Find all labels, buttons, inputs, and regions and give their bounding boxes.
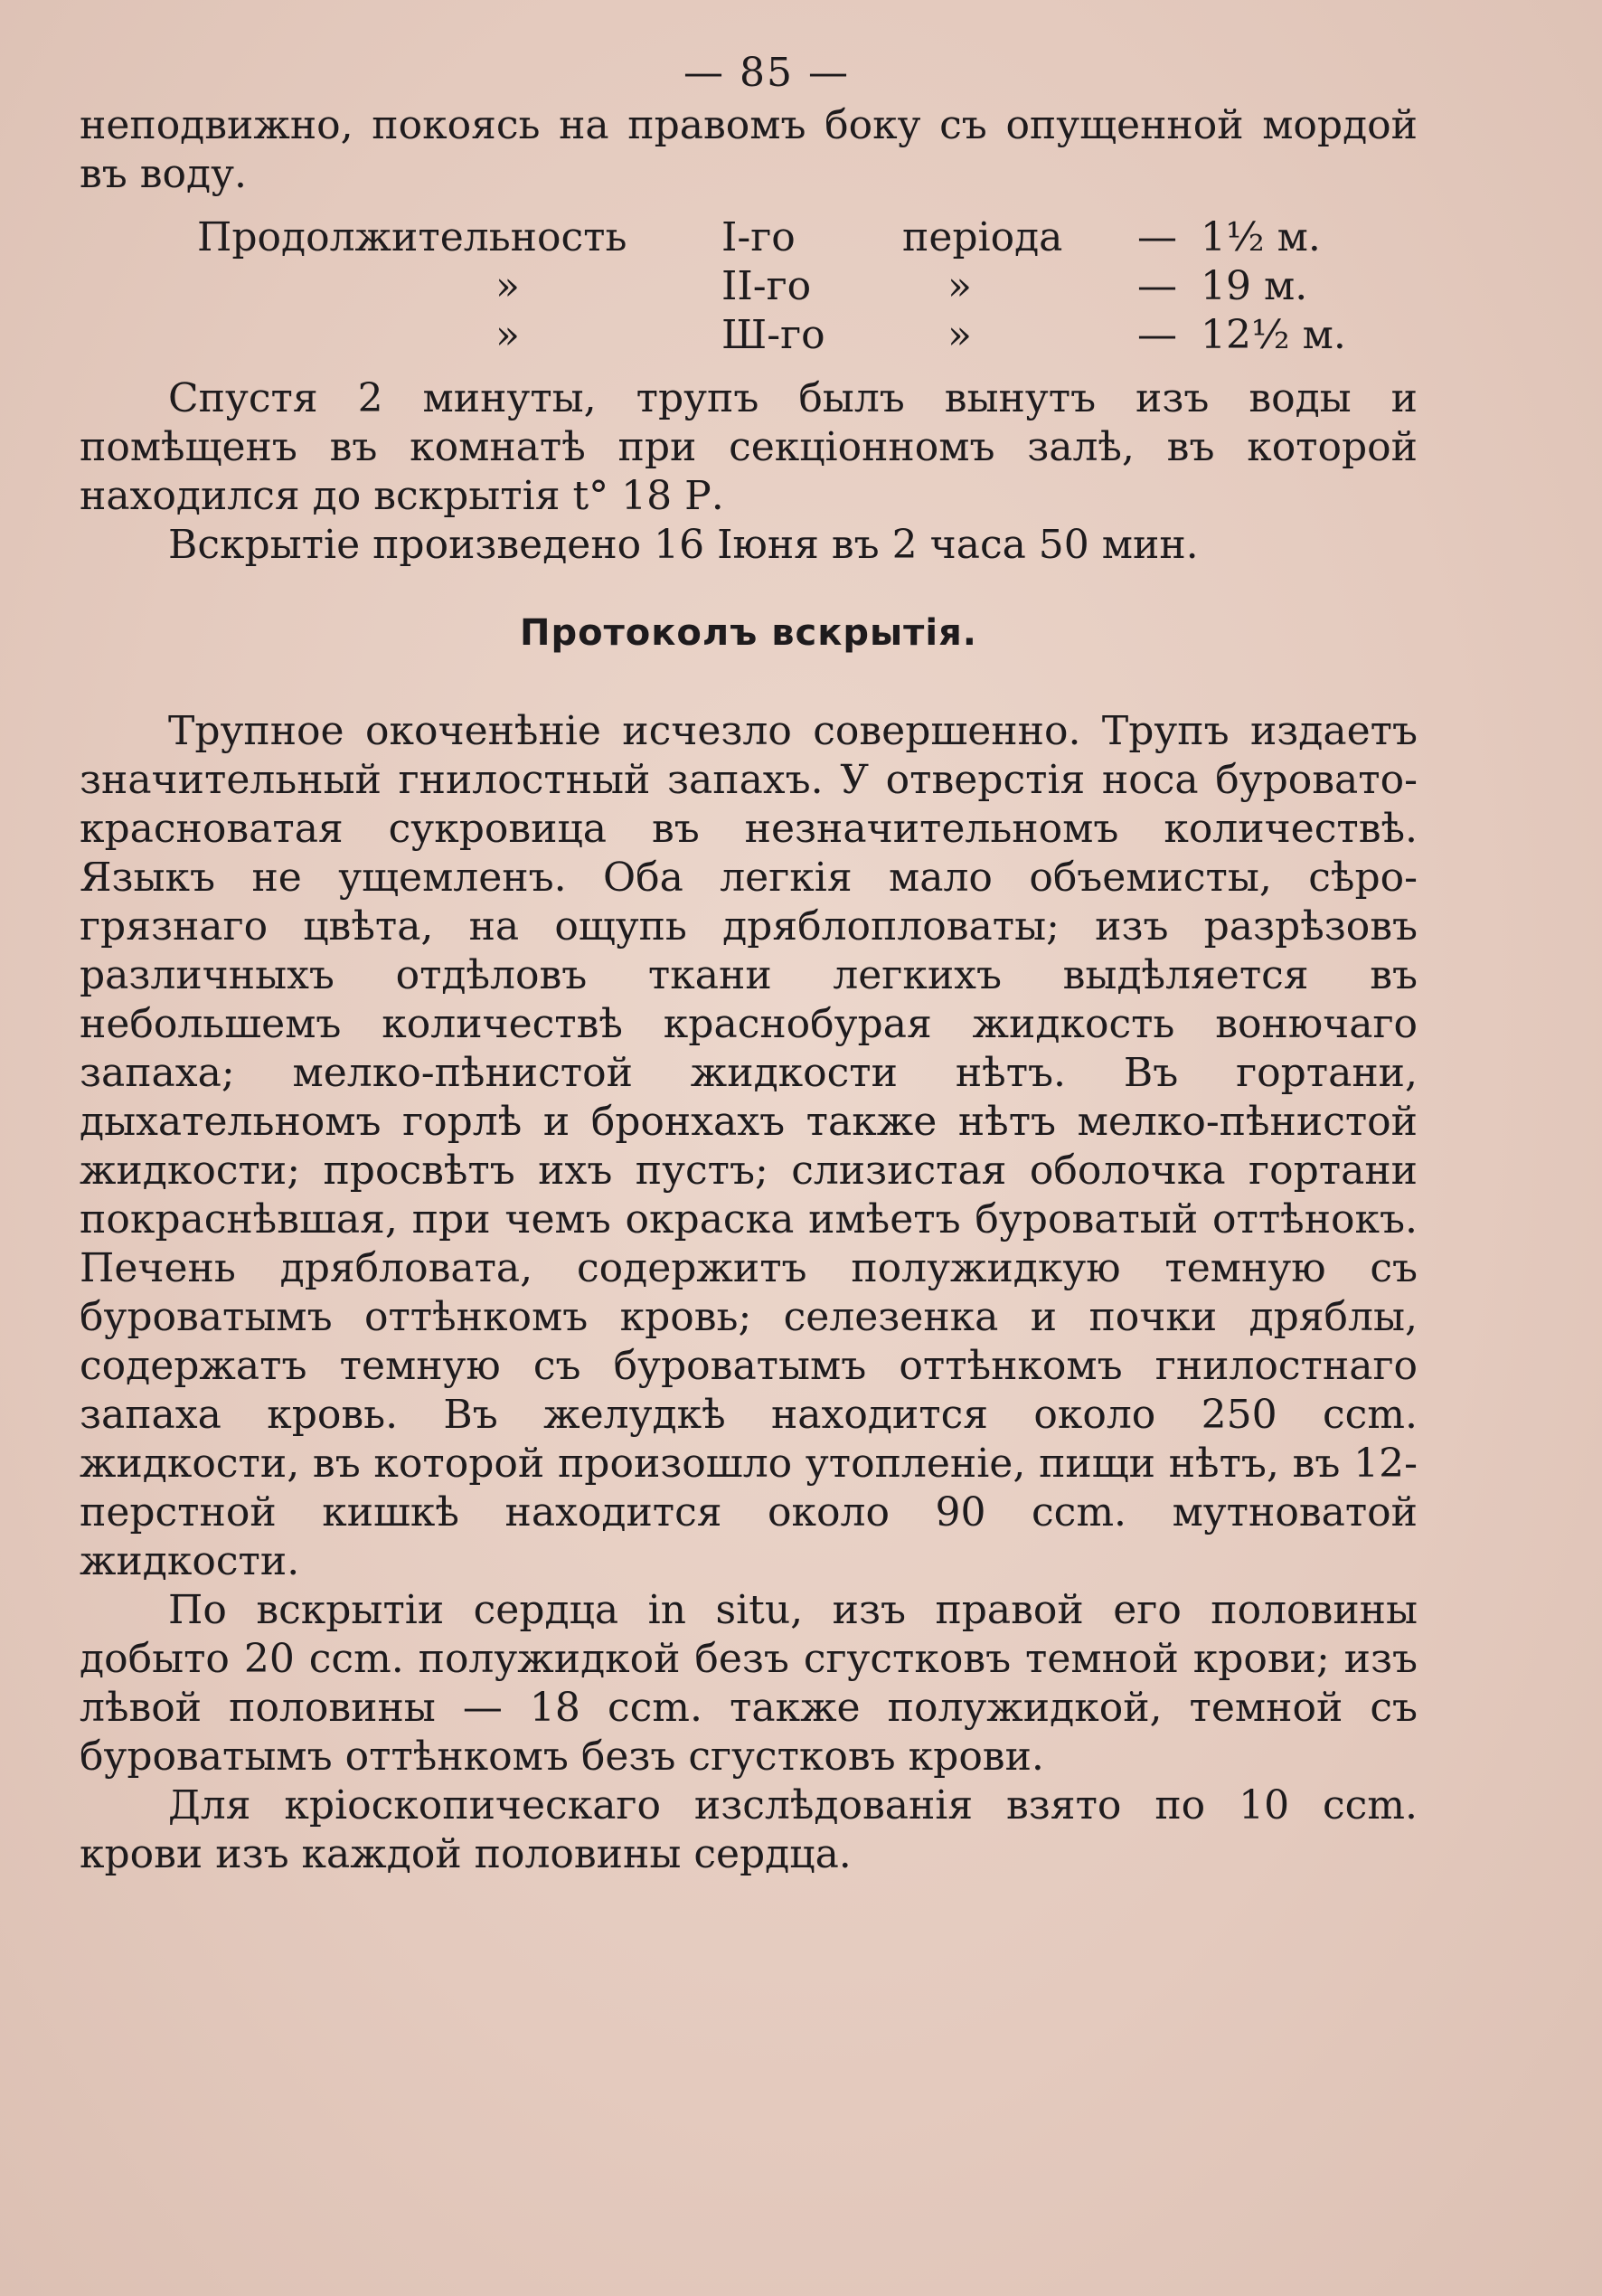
- duration-label: Продолжительность: [197, 214, 627, 260]
- duration-value: 1½ м.: [1201, 214, 1321, 260]
- duration-label: »: [495, 312, 520, 358]
- duration-row-3: [197, 311, 1381, 360]
- duration-row-1: [197, 213, 1381, 262]
- book-page: [80, 45, 1418, 1879]
- duration-period: I-го: [721, 214, 796, 260]
- duration-row-2: [197, 262, 1381, 311]
- cryoscopy-paragraph: Для кріоскопическаго изслѣдованія взято по 10 ccm. крови изъ каждой половины сердца.: [80, 1782, 1418, 1877]
- page-number: — 85 —: [683, 50, 850, 96]
- duration-period: Ш-го: [721, 312, 825, 358]
- transfer-paragraph: Спустя 2 минуты, трупъ былъ вынутъ изъ воды и помѣщенъ въ комнатѣ при секціонномъ залѣ, въ которой находился до вскрытія t° 18 Р.: [80, 375, 1418, 519]
- duration-label: »: [495, 263, 520, 309]
- protocol-paragraph: Трупное окоченѣніе исчезло совершенно. Трупъ издаетъ значительный гнилостный запахъ. У отверстія носа буровато-красноватая сукровица въ незначительномъ количествѣ. Языкъ не ущемленъ. Оба легкія мало объемисты, сѣро-грязнаго цвѣта, на ощупь дряблопловаты; изъ разрѣзовъ различныхъ отдѣловъ ткани легкихъ выдѣляется въ небольшемъ количествѣ краснобурая жидкость вонючаго запаха; мелко-пѣнистой жидкости нѣтъ. Въ гортани, дыхательномъ горлѣ и бронхахъ также нѣтъ мелко-пѣнистой жидкости; просвѣтъ ихъ пустъ; слизистая оболочка гортани покраснѣвшая, при чемъ окраска имѣетъ буроватый оттѣнокъ. Печень дрябловата, содержитъ полужидкую темную съ буроватымъ оттѣнкомъ кровь; селезенка и почки дряблы, содержатъ темную съ буроватымъ оттѣнкомъ гнилостнаго запаха кровь. Въ желудкѣ находится около 250 ccm. жидкости, въ которой произошло утопленіе, пищи нѣтъ, въ 12-перстной кишкѣ находится около 90 ccm. мутноватой жидкости.: [80, 708, 1418, 1584]
- duration-value: 12½ м.: [1201, 312, 1346, 358]
- duration-value: 19 м.: [1201, 263, 1308, 309]
- duration-word: періода: [902, 214, 1063, 260]
- heart-paragraph: По вскрытіи сердца in situ, изъ правой его половины добыто 20 ccm. полужидкой безъ сгустковъ темной крови; изъ лѣвой половины — 18 ccm. также полужидкой, темной съ буроватымъ оттѣнкомъ безъ сгустковъ крови.: [80, 1587, 1418, 1780]
- duration-table: [197, 213, 1381, 360]
- duration-dash: —: [1137, 214, 1177, 260]
- duration-dash: —: [1137, 263, 1177, 309]
- intro-paragraph: неподвижно, покоясь на правомъ боку съ опущенной мордой въ воду.: [80, 102, 1418, 197]
- section-heading: Протоколъ вскрытія.: [520, 612, 977, 654]
- duration-word: »: [947, 263, 972, 309]
- duration-dash: —: [1137, 312, 1177, 358]
- duration-word: »: [947, 312, 972, 358]
- duration-period: II-го: [721, 263, 812, 309]
- autopsy-time-paragraph: Вскрытіе произведено 16 Іюня въ 2 часа 50 мин.: [168, 522, 1199, 568]
